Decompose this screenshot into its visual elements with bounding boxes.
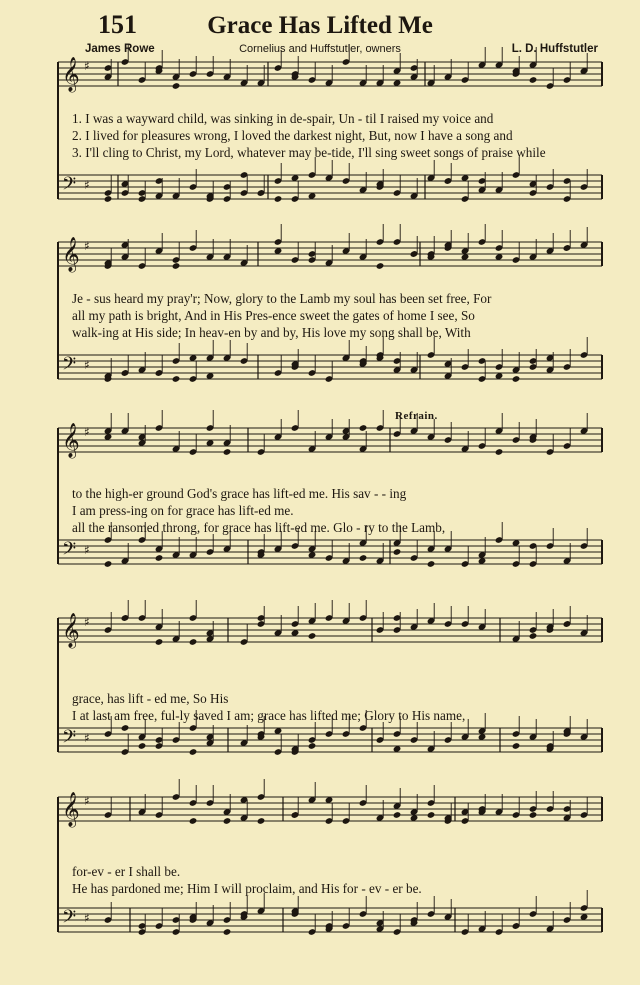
note-head <box>223 817 232 825</box>
note-head <box>529 811 538 819</box>
key-sharp-icon: ♯ <box>84 731 90 745</box>
key-sharp-icon: ♯ <box>84 425 90 439</box>
note-head <box>104 195 113 203</box>
lyric-line: I am press-ing on for grace has lift-ed me. <box>72 503 294 518</box>
lyric-line: to the high-er ground God's grace has lift-ed me. His sav - - ing <box>72 486 407 501</box>
lyric-line: He has pardoned me; Him I will proclaim, and His for - ev - er be. <box>72 881 422 896</box>
words-credit: James Rowe <box>85 43 155 55</box>
note-head <box>104 560 113 568</box>
note-head <box>512 742 521 750</box>
key-sharp-icon: ♯ <box>84 543 90 557</box>
note-head <box>138 742 147 750</box>
lyric-line: all the ransomed throng, for grace has lift-ed me. Glo - ry to the Lamb, <box>72 520 446 535</box>
note-head <box>274 195 283 203</box>
note-head <box>189 748 198 756</box>
note-head <box>223 928 232 936</box>
note-head <box>223 448 232 456</box>
key-sharp-icon: ♯ <box>84 59 90 73</box>
note-head <box>172 375 181 383</box>
bass-clef-icon: 𝄢 <box>62 539 77 564</box>
treble-clef-icon: 𝄞 <box>62 613 80 648</box>
note-head <box>308 632 317 640</box>
music-credit: L. D. Huffstutler <box>511 43 598 55</box>
note-head <box>172 82 181 90</box>
note-head <box>427 811 436 819</box>
treble-clef-icon: 𝄞 <box>62 57 80 92</box>
note-head <box>172 262 181 270</box>
note-head <box>359 554 368 562</box>
note-head <box>427 560 436 568</box>
lyric-line: all my path is bright, And in His Pres-ence sweet the gates of home I see, So <box>72 308 475 323</box>
lyric-line: 3. I'll cling to Christ, my Lord, whatever may be-tide, I'll sing sweet songs of praise while <box>72 145 546 160</box>
hymn-number: 151 <box>98 10 137 39</box>
lyric-line: I at last am free, ful-ly saved I am; grace has lifted me; Glory to His name, <box>72 708 466 723</box>
note-head <box>359 424 368 432</box>
note-head <box>121 724 130 732</box>
refrain-label: Refrain. <box>395 410 438 422</box>
treble-clef-icon: 𝄞 <box>62 792 80 827</box>
lyric-line: for-ev - er I shall be. <box>72 864 181 879</box>
bass-clef-icon: 𝄢 <box>62 354 77 379</box>
bass-clef-icon: 𝄢 <box>62 174 77 199</box>
key-sharp-icon: ♯ <box>84 615 90 629</box>
note-head <box>155 554 164 562</box>
key-sharp-icon: ♯ <box>84 911 90 925</box>
treble-clef-icon: 𝄞 <box>62 423 80 458</box>
note-head <box>529 76 538 84</box>
owners-credit: Cornelius and Huffstutler, owners <box>239 43 401 55</box>
key-sharp-icon: ♯ <box>84 178 90 192</box>
lyric-line: walk-ing at His side; In heav-en by and by, His love my song shall be, With <box>72 325 471 340</box>
note-head <box>257 817 266 825</box>
lyric-line: Je - sus heard my pray'r; Now, glory to the Lamb my soul has been set free, For <box>72 291 492 306</box>
note-head <box>308 742 317 750</box>
bass-clef-icon: 𝄢 <box>62 727 77 752</box>
hymn-title: Grace Has Lifted Me <box>207 12 433 39</box>
note-head <box>512 375 521 383</box>
treble-clef-icon: 𝄞 <box>62 237 80 272</box>
note-head <box>155 638 164 646</box>
note-head <box>495 448 504 456</box>
lyric-line: grace, has lift - ed me, So His <box>72 691 229 706</box>
note-head <box>189 638 198 646</box>
note-head <box>376 262 385 270</box>
note-head <box>189 817 198 825</box>
note-head <box>529 632 538 640</box>
bass-clef-icon: 𝄢 <box>62 907 77 932</box>
key-sharp-icon: ♯ <box>84 358 90 372</box>
lyric-line: 2. I lived for pleasures wrong, I loved the darkest night, But, now I have a song and <box>72 128 513 143</box>
note-head <box>393 548 402 556</box>
note-head <box>393 811 402 819</box>
key-sharp-icon: ♯ <box>84 239 90 253</box>
lyric-line: 1. I was a wayward child, was sinking in de-spair, Un - til I raised my voice and <box>72 111 494 126</box>
key-sharp-icon: ♯ <box>84 794 90 808</box>
